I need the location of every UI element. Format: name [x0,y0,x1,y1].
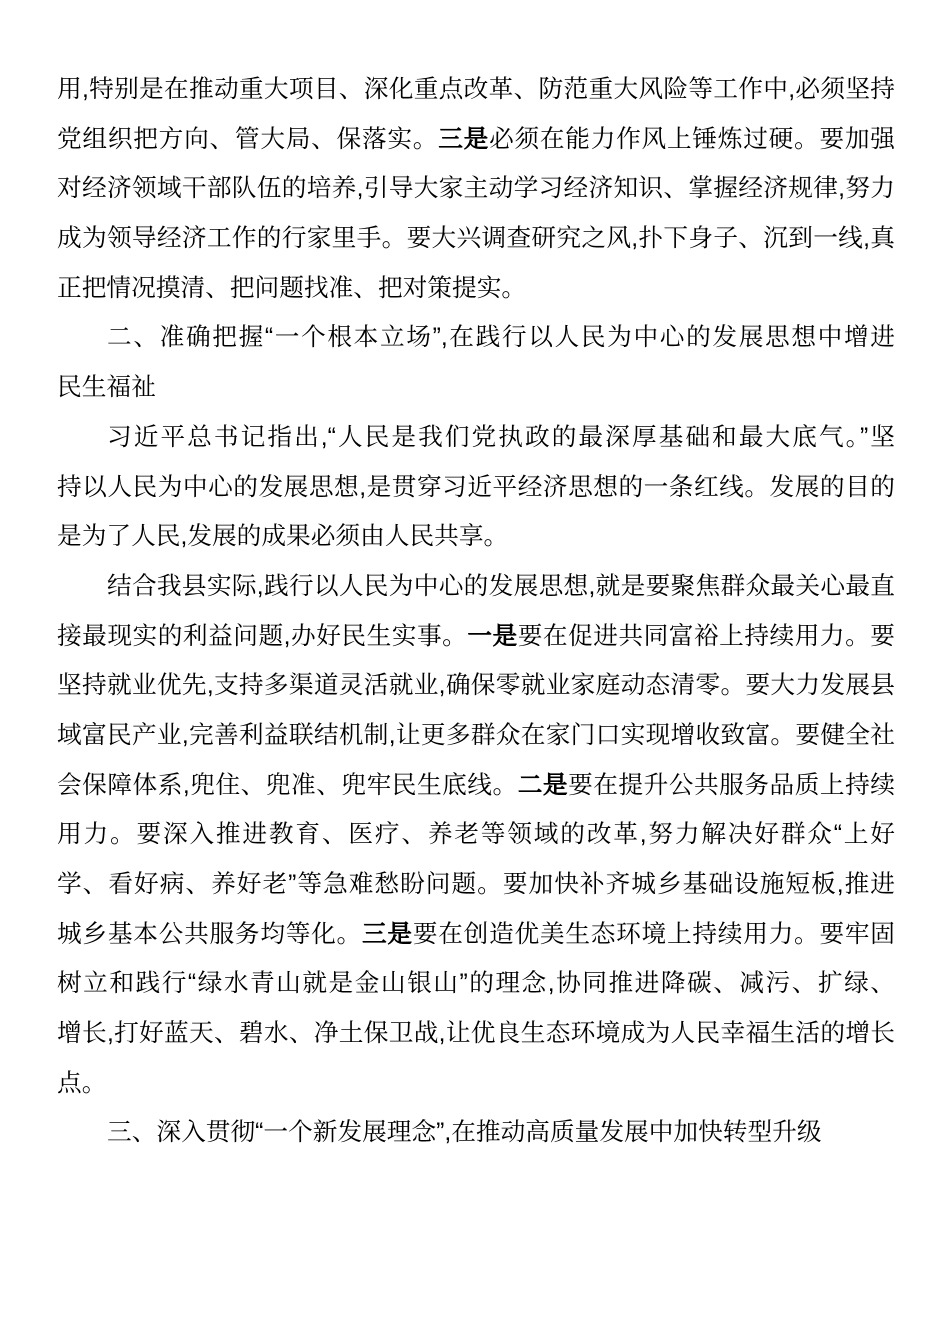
text-run: 习近平总书记指出,“人民是我们党执政的最深厚基础和最大底气。”坚 [107,423,895,451]
text-line [57,164,895,214]
text-run: 域富民产业,完善利益联结机制,让更多群众在家门口实现增收致富。要健全社 [57,721,895,749]
bold-run: 三是 [361,920,413,948]
text-run: 三、深入贯彻“一个新发展理念”,在推动高质量发展中加快转型升级 [107,1119,822,1147]
text-run: 树立和践行“绿水青山就是金山银山”的理念,协同推进降碳、减污、扩绿、 [57,970,895,998]
text-run: 必须在能力作风上锤炼过硬。要加强 [489,125,895,153]
text-run: 学、看好病、养好老”等急难愁盼问题。要加快补齐城乡基础设施短板,推进 [57,871,895,898]
text-run: 二、准确把握“一个根本立场”,在践行以人民为中心的发展思想中增进 [107,324,895,352]
body-paragraph [57,413,895,562]
text-run: 民生福祉 [57,374,156,402]
body-paragraph [57,65,895,313]
text-run: 要在创造优美生态环境上持续用力。要牢固 [412,920,895,948]
text-run: 接最现实的利益问题,办好民生实事。 [57,622,468,650]
text-line [57,512,895,562]
text-run: 要在促进共同富裕上持续用力。要 [517,622,895,650]
text-run: 是为了人民,发展的成果必须由人民共享。 [57,523,509,551]
text-line [57,1059,895,1109]
text-line [57,363,895,413]
text-line [57,1108,895,1158]
bold-run: 一是 [467,622,518,650]
text-line [57,959,895,1009]
text-run: 坚持就业优先,支持多渠道灵活就业,确保零就业家庭动态清零。要大力发展县 [57,672,895,700]
text-line [57,214,895,264]
text-run: 城乡基本公共服务均等化。 [57,920,362,948]
text-run: 结合我县实际,践行以人民为中心的发展思想,就是要聚焦群众最关心最直 [107,572,895,600]
text-line [57,65,895,115]
text-run: 会保障体系,兜住、兜准、兜牢民生底线。 [57,771,518,799]
text-line [57,860,895,910]
text-run: 持以人民为中心的发展思想,是贯穿习近平经济思想的一条红线。发展的目的 [57,473,895,501]
text-line [57,413,895,463]
text-line [57,562,895,612]
text-run: 点。 [57,1069,107,1097]
text-line [57,661,895,711]
body-paragraph [57,562,895,1109]
text-run: 正把情况摸清、把问题找准、把对策提实。 [57,274,527,302]
text-line [57,115,895,165]
text-line [57,1009,895,1059]
text-run: 增长,打好蓝天、碧水、净土保卫战,让优良生态环境成为人民幸福生活的增长 [57,1020,895,1048]
section-heading [57,1108,895,1158]
text-run: 党组织把方向、管大局、保落实。 [57,125,439,153]
bold-run: 二是 [517,771,569,799]
text-run: 要在提升公共服务品质上持续 [568,771,895,799]
text-line [57,711,895,761]
text-run: 用力。要深入推进教育、医疗、养老等领域的改革,努力解决好群众“上好 [57,821,895,849]
text-run: 对经济领域干部队伍的培养,引导大家主动学习经济知识、掌握经济规律,努力 [57,175,895,203]
bold-run: 三是 [438,125,490,153]
document-body [57,65,895,1158]
text-line [57,810,895,860]
text-line [57,761,895,811]
text-run: 用,特别是在推动重大项目、深化重点改革、防范重大风险等工作中,必须坚持 [57,76,895,103]
text-line [57,313,895,363]
text-run: 成为领导经济工作的行家里手。要大兴调查研究之风,扑下身子、沉到一线,真 [57,225,895,253]
text-line [57,264,895,314]
text-line [57,910,895,960]
text-line [57,463,895,513]
section-heading [57,313,895,412]
text-line [57,612,895,662]
